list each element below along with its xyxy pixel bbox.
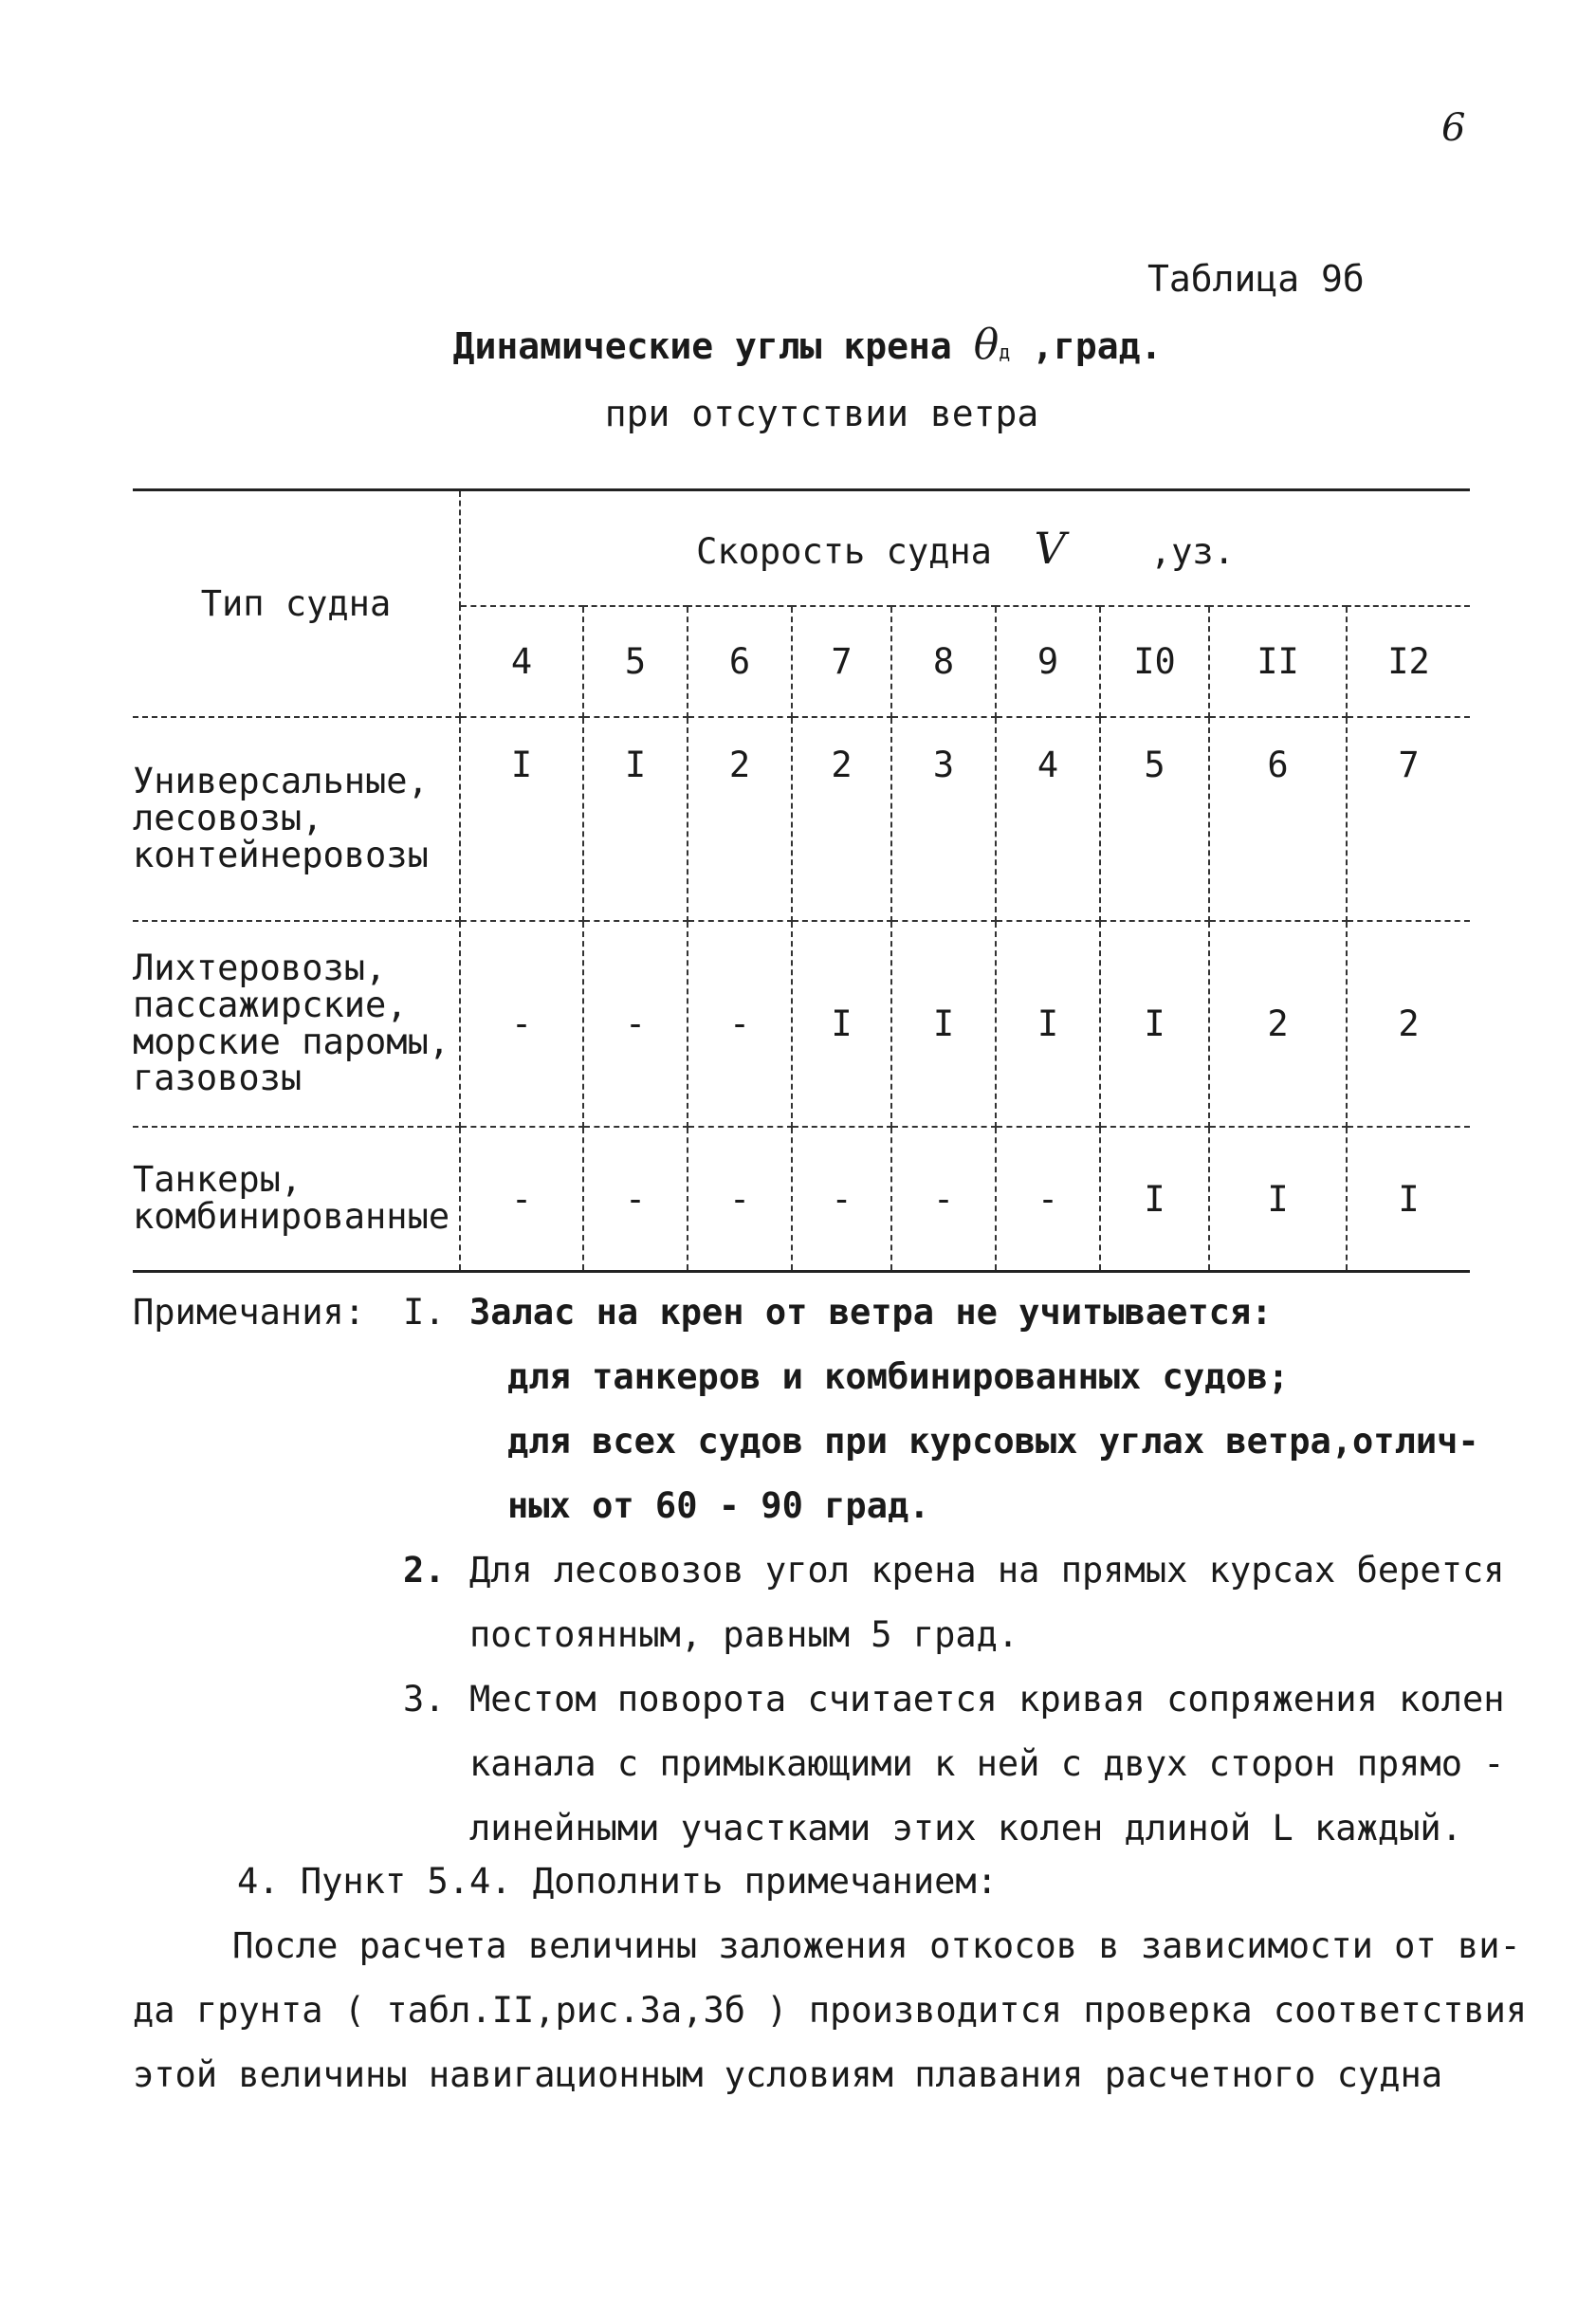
paragraph-line: этой величины навигационным условиям плавания расчетного судна xyxy=(133,2054,1443,2095)
note-number: I. xyxy=(403,1292,446,1333)
value-cell: 6 xyxy=(1209,717,1347,921)
value-cell: I xyxy=(1347,1127,1470,1272)
ship-type-line: контейнеровозы xyxy=(133,834,429,875)
notes-label: Примечания: xyxy=(133,1292,366,1333)
note-line: для всех судов при курсовых углах ветра,отлич- xyxy=(507,1421,1479,1462)
value-cell: I xyxy=(1100,1127,1209,1272)
header-row xyxy=(133,490,1470,607)
speed-cell: I2 xyxy=(1347,606,1470,717)
note-line: для танкеров и комбинированных судов; xyxy=(507,1356,1290,1397)
value-cell: 2 xyxy=(1209,921,1347,1127)
paragraph-line: После расчета величины заложения откосов в зависимости от ви- xyxy=(232,1925,1521,1966)
section-heading: 4. Пункт 5.4. Дополнить примечанием: xyxy=(237,1861,998,1902)
value-cell: I xyxy=(583,717,688,921)
ship-type-line: пассажирские, xyxy=(133,984,408,1025)
value-cell: I xyxy=(460,717,583,921)
speed-header-suffix: ,уз. xyxy=(1149,531,1235,572)
title-suffix: ,град. xyxy=(1032,325,1163,367)
ship-type-cell xyxy=(133,921,460,1127)
speed-cell: 8 xyxy=(891,606,996,717)
value-cell: 2 xyxy=(1347,921,1470,1127)
value-cell: - xyxy=(688,1127,792,1272)
value-cell: 3 xyxy=(891,717,996,921)
value-cell: - xyxy=(891,1127,996,1272)
value-cell: I xyxy=(996,921,1100,1127)
value-cell: - xyxy=(688,921,792,1127)
value-cell: 2 xyxy=(688,717,792,921)
speed-header xyxy=(460,490,1470,607)
title-prefix: Динамические углы крена xyxy=(452,325,952,367)
ship-type-line: лесовозы, xyxy=(133,798,323,839)
note-line: Залас на крен от ветра не учитывается: xyxy=(469,1292,1273,1333)
ship-type-line: Универсальные, xyxy=(133,761,429,802)
speed-cell: 9 xyxy=(996,606,1100,717)
value-cell: - xyxy=(792,1127,891,1272)
note-line: Местом поворота считается кривая сопряжения колен xyxy=(469,1679,1505,1720)
ship-type-line: Танкеры, xyxy=(133,1159,303,1201)
value-cell: 4 xyxy=(996,717,1100,921)
speed-cell: I0 xyxy=(1100,606,1209,717)
note-number: 2. xyxy=(403,1550,446,1591)
note-line: ных от 60 - 90 град. xyxy=(507,1485,930,1526)
value-cell: I xyxy=(891,921,996,1127)
ship-type-line: газовозы xyxy=(133,1058,303,1099)
note-line: Для лесовозов угол крена на прямых курсах берется xyxy=(469,1550,1505,1591)
speed-cell: 5 xyxy=(583,606,688,717)
note-number: 3. xyxy=(403,1679,446,1720)
value-cell: - xyxy=(583,1127,688,1272)
ship-type-cell xyxy=(133,717,460,921)
table-row xyxy=(133,921,1470,1127)
value-cell: 2 xyxy=(792,717,891,921)
value-cell: 5 xyxy=(1100,717,1209,921)
speed-header-prefix: Скорость судна xyxy=(696,531,992,572)
value-cell: I xyxy=(1100,921,1209,1127)
note-line: канала с примыкающими к ней с двух сторон прямо - xyxy=(469,1743,1505,1784)
type-header: Тип судна xyxy=(133,490,460,718)
speed-cell: 4 xyxy=(460,606,583,717)
value-cell: - xyxy=(460,921,583,1127)
ship-type-line: морские паромы, xyxy=(133,1021,450,1062)
speed-cell: II xyxy=(1209,606,1347,717)
value-cell: I xyxy=(1209,1127,1347,1272)
table-row xyxy=(133,1127,1470,1272)
page-number: 6 xyxy=(1441,106,1466,150)
speed-cell: 7 xyxy=(792,606,891,717)
value-cell: - xyxy=(583,921,688,1127)
speed-cell: 6 xyxy=(688,606,792,717)
value-cell: - xyxy=(996,1127,1100,1272)
theta-symbol: θ xyxy=(973,321,1000,369)
note-line: линейными участками этих колен длиной L каждый. xyxy=(469,1808,1462,1849)
value-cell: I xyxy=(792,921,891,1127)
value-cell: - xyxy=(460,1127,583,1272)
table-subtitle: при отсутствии ветра xyxy=(604,393,1039,434)
table-label: Таблица 9б xyxy=(1147,258,1365,300)
value-cell: 7 xyxy=(1347,717,1470,921)
heel-angle-table xyxy=(133,488,1470,1273)
note-line: постоянным, равным 5 град. xyxy=(469,1614,1019,1655)
paragraph-line: да грунта ( табл.II,рис.3а,3б ) производится проверка соответствия xyxy=(133,1990,1528,2031)
table-row xyxy=(133,717,1470,921)
ship-type-cell xyxy=(133,1127,460,1272)
table-title xyxy=(0,321,1596,369)
speed-symbol: V xyxy=(1034,523,1066,574)
ship-type-line: комбинированные xyxy=(133,1196,450,1237)
theta-subscript: д xyxy=(999,340,1011,363)
ship-type-line: Лихтеровозы, xyxy=(133,947,387,988)
